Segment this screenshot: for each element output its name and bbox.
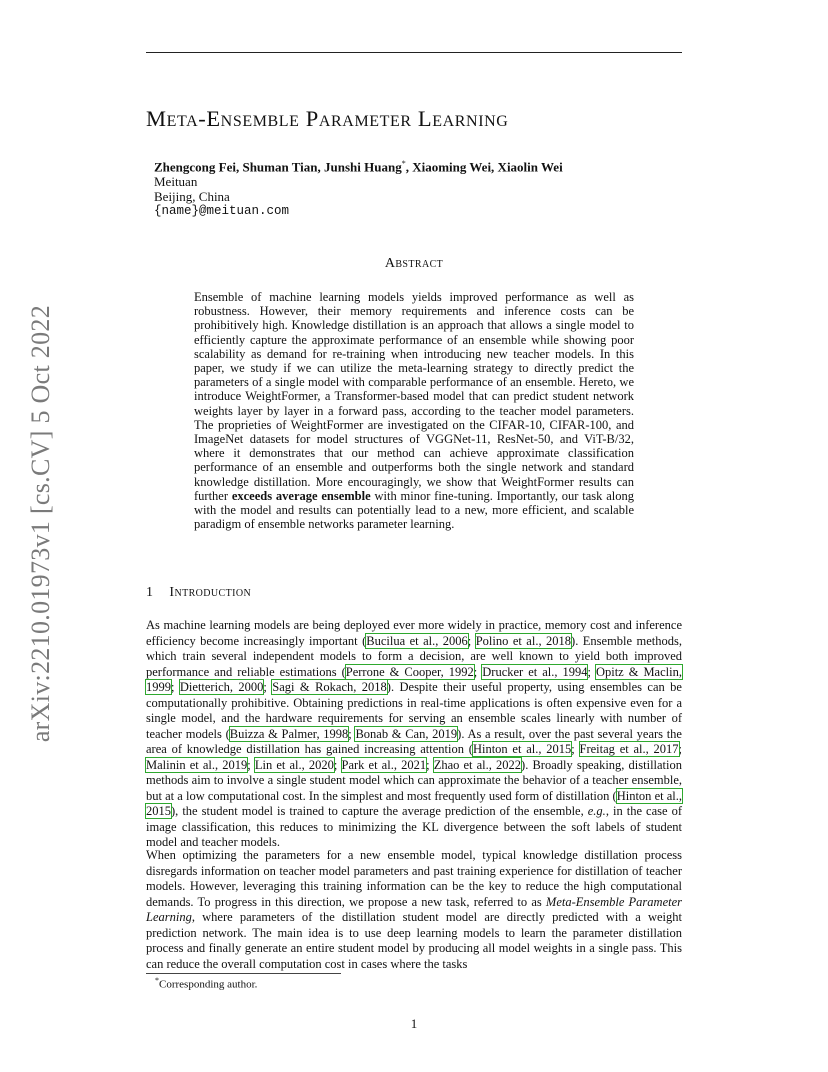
author-block (154, 156, 563, 219)
paragraph-text: ). As a result, over the past several years the area of knowledge distillation has gained increasing attention ( (146, 726, 682, 756)
citation-link[interactable]: Buizza & Palmer, 1998 (229, 726, 349, 741)
paragraph-text: ). Ensemble methods, which train several independent models to form a decision, are well known to yield both improved performance and reliable estimations ( (146, 633, 682, 679)
location: Beijing, China (154, 189, 230, 205)
paragraph-text: As machine learning models are being deployed ever more widely in practice, memory cost and inference efficiency become increasingly important ( (146, 618, 682, 648)
section-heading-introduction: 1 Introduction (146, 585, 252, 600)
paragraph-text: ). Broadly speaking, distillation methods aim to involve a single student model which can approximate the behavior of a teacher ensemble, but at a low computational cost. In the simplest and most frequently used form of distillation ( (146, 757, 683, 803)
introduction-paragraph-1 (146, 618, 682, 851)
email: {name}@meituan.com (154, 204, 290, 219)
citation-link[interactable]: Hinton et al., 2015 (146, 788, 683, 818)
top-rule (146, 52, 682, 53)
affiliation: Meituan (154, 174, 198, 190)
paragraph-text: ; (247, 757, 255, 772)
citation-link[interactable]: Polino et al., 2018 (475, 633, 572, 648)
abstract-text: Ensemble of machine learning models yields improved performance as well as robustness. However, their memory requirements and inference costs can be prohibitively high. Knowledge distillation is an approach that allows a single model to efficiently capture the approximate performance of an ensemble while showing poor scalability as demand for re-training when introducing new teacher models. In this paper, we study if we can utilize the meta-learning strategy to directly predict the parameters of a single model with comparable performance of an ensemble. Hereto, we introduce WeightFormer, a Transformer-based model that can predict student network weights layer by layer in a forward pass, according to the teacher model parameters. The proprieties of WeightFormer are investigated on the CIFAR-10, CIFAR-100, and ImageNet datasets for model structures of VGGNet-11, ResNet-50, and ViT-B/32, where it demonstrates that our method can achieve approximate classification performance of an ensemble and outperforms both the single network and standard knowledge distillation. More encouragingly, we show that WeightFormer results can further exceeds average ensemble with minor fine-tuning. Importantly, our task along with the model and results can potentially lead to a new, more efficient, and scalable paradigm of ensemble networks parameter learning. (194, 290, 634, 532)
paragraph-text: ; (263, 680, 273, 694)
citation-link[interactable]: Freitag et al., 2017 (579, 742, 679, 756)
citation-link[interactable]: Malinin et al., 2019 (146, 757, 248, 772)
citation-link[interactable]: Dietterich, 2000 (179, 680, 264, 694)
citation-link[interactable]: Park et al., 2021 (341, 757, 427, 772)
citation-link[interactable]: Lin et al., 2020 (254, 757, 334, 772)
citation-link[interactable]: Bucilua et al., 2006 (366, 633, 468, 648)
paragraph-text: , in the case of image classification, this reduces to minimizing the KL divergence between the soft labels of student model and teacher models. (146, 804, 682, 849)
italic-text: e.g. (587, 804, 606, 818)
paragraph-text: ; (473, 664, 483, 679)
author-names: Zhengcong Fei, Shuman Tian, Junshi Huang*, Xiaoming Wei, Xiaolin Wei (154, 159, 563, 175)
footnote: *Corresponding author. (155, 976, 258, 991)
citation-link[interactable]: Hinton et al., 2015 (472, 742, 572, 756)
citation-link[interactable]: Zhao et al., 2022 (433, 757, 522, 772)
footnote-rule (146, 973, 341, 974)
citation-link[interactable]: Perrone & Cooper, 1992 (345, 664, 474, 679)
citation-link[interactable]: Opitz & Maclin, 1999 (146, 664, 682, 694)
paragraph-text: ; (678, 742, 683, 756)
paragraph-text: ; (571, 742, 580, 756)
paragraph-text: ; (171, 680, 180, 694)
paragraph-text: ; (587, 664, 596, 679)
paragraph-text: ; (348, 726, 356, 741)
page-number: 1 (410, 1016, 418, 1031)
italic-text: Meta-Ensemble Parameter Learning (146, 894, 682, 924)
paragraph-text: When optimizing the parameters for a new ensemble model, typical knowledge distillation process disregards information on teacher model parameters and past training experience for distillation of teacher models. However, leveraging this training information can be the key to reduce the high computational demands. To progress in this direction, we propose a new task, referred to as (146, 848, 682, 909)
paragraph-text: ), the student model is trained to capture the average prediction of the ensemble, (171, 804, 588, 818)
paragraph-text: , where parameters of the distillation student model are directly predicted with a weight prediction network. The main idea is to use deep learning models to learn the parameter distillation process and finally generate an entire student model by producing all model weights in a single pass. This can reduce the overall computation cost in cases where the tasks (146, 910, 682, 971)
paragraph-text: ; (333, 757, 342, 772)
abstract-heading: Abstract (384, 256, 444, 271)
citation-link[interactable]: Drucker et al., 1994 (482, 664, 588, 679)
paragraph-text: ). Despite their useful property, using ensembles can be computationally prohibitive. Obtaining predictions in real-time applications is often expensive even for a single model, and the hardware requirements for serving an ensemble scales linearly with number of teacher models ( (146, 680, 682, 741)
paper-title: Meta-Ensemble Parameter Learning (146, 106, 509, 131)
citation-link[interactable]: Sagi & Rokach, 2018 (272, 680, 387, 694)
arxiv-identifier: arXiv:2210.01973v1 [cs.CV] 5 Oct 2022 (26, 305, 55, 743)
paragraph-text: ; (426, 757, 434, 772)
citation-link[interactable]: Bonab & Can, 2019 (355, 726, 458, 741)
introduction-paragraph-2 (146, 848, 682, 972)
paragraph-text: ; (467, 633, 476, 648)
